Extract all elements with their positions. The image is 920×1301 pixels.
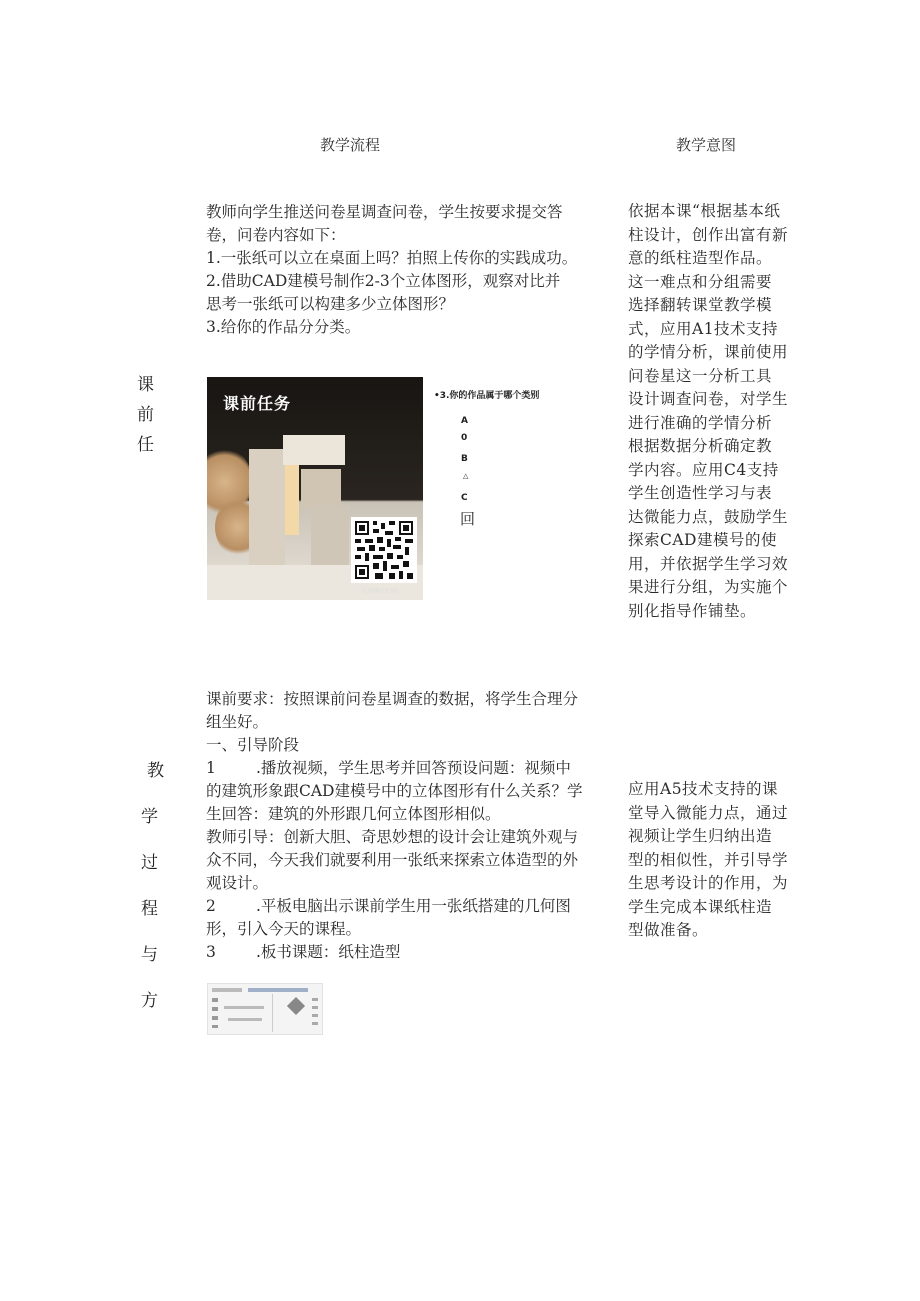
pre-class-task-text	[206, 201, 611, 339]
quiz-option-icon: △	[463, 472, 469, 480]
building-block	[311, 505, 349, 567]
step-number: 2	[206, 897, 216, 915]
intent-line: 的学情分析，课前使用	[628, 343, 789, 361]
requirement-line: 组坐好。	[206, 713, 269, 731]
thumb-divider	[272, 994, 273, 1032]
section-label-char: 程	[141, 899, 158, 919]
building-block	[301, 469, 341, 509]
step-line: 生回答：建筑的外形跟几何立体图形相似。	[206, 805, 501, 823]
quiz-option-icon: 回	[460, 510, 476, 528]
step-line: 的建筑形象跟CAD建模号中的立体图形有什么关系？学	[206, 782, 583, 800]
intent-line: 意的纸柱造型作品。	[628, 249, 773, 267]
intent-line: 学生创造性学习与表	[628, 484, 773, 502]
building-block	[249, 449, 285, 567]
step-line: 形，引入今天的课程。	[206, 920, 362, 938]
quiz-option[interactable]: A	[461, 416, 468, 426]
stage-title: 一、引导阶段	[206, 736, 300, 754]
intent-line: 型做准备。	[628, 921, 709, 939]
intent-line: 达微能力点，鼓励学生	[628, 507, 789, 526]
pre-class-task-poster	[207, 377, 423, 600]
pre-class-intent	[628, 200, 800, 623]
intent-line: 式，应用A1技术支持	[628, 319, 779, 338]
intro-line: 卷，问卷内容如下：	[206, 226, 346, 244]
thumb-line	[228, 1018, 262, 1021]
teaching-process-text	[206, 688, 616, 964]
survey-item: 1.一张纸可以立在桌面上吗？拍照上传你的实践成功。	[206, 249, 578, 267]
building-light	[285, 465, 299, 535]
thumb-sidebar	[312, 998, 318, 1028]
intent-line: 型的相似性，并引导学	[628, 850, 789, 869]
section-label-char: 过	[141, 853, 158, 873]
intent-line: 探索CAD建模号的使	[628, 531, 777, 549]
intent-line: 这一难点和分组需要	[628, 272, 773, 291]
thumb-line	[224, 1006, 264, 1009]
intent-line: 用，并依据学生学习效	[628, 554, 789, 573]
cube-icon	[287, 997, 305, 1015]
step-number: 1	[206, 759, 216, 777]
intro-line: 教师向学生推送问卷星调查问卷，学生按要求提交答	[206, 203, 563, 221]
teacher-guide-line: 教师引导：创新大胆、奇思妙想的设计会让建筑外观与	[206, 828, 579, 846]
column-header-intent: 教学意图	[676, 136, 737, 154]
poster-title: 课前任务	[223, 394, 292, 413]
quiz-question: •3.你的作品属于哪个类别	[434, 391, 540, 401]
section-label-char: 任	[137, 435, 154, 455]
section-label-char: 教	[147, 761, 164, 781]
column-header-flow: 教学流程	[320, 136, 381, 154]
app-screenshot-thumbnail	[207, 983, 323, 1035]
step-line: .板书课题：纸柱造型	[256, 943, 401, 961]
intent-line: 设计调查问卷，对学生	[628, 390, 789, 408]
process-intent	[628, 778, 800, 943]
intent-line: 依据本课“根据基本纸	[628, 202, 781, 220]
intent-line: 学内容。应用C4支持	[628, 460, 779, 479]
step-line: .平板电脑出示课前学生用一张纸搭建的几何图	[256, 897, 571, 915]
intent-line: 柱设计，创作出富有新	[628, 225, 789, 244]
requirement-line: 课前要求：按照课前问卷星调查的数据，将学生合理分	[206, 690, 579, 708]
thumb-toolbar	[212, 988, 242, 992]
section-label-char: 学	[141, 807, 158, 827]
section-label-char: 方	[141, 991, 158, 1011]
step-line: .播放视频，学生思考并回答预设问题：视频中	[256, 759, 571, 777]
step-number: 3	[206, 943, 216, 961]
section-label-char: 课	[137, 375, 154, 395]
intent-line: 根据数据分析确定教	[628, 437, 773, 455]
intent-line: 视频让学生归纳出造	[628, 827, 773, 845]
intent-line: 进行准确的学情分析	[628, 413, 773, 432]
thumb-sidebar	[212, 998, 218, 1028]
intent-line: 果进行分组，为实施个	[628, 578, 789, 596]
section-label-char: 前	[137, 405, 154, 425]
survey-item: 2.借助CAD建模号制作2-3个立体图形，观察对比并	[206, 272, 561, 290]
poster-caption: 长按图片扫码	[362, 588, 399, 595]
intent-line: 问卷星这一分析工具	[628, 366, 773, 385]
intent-line: 别化指导作铺垫。	[628, 601, 757, 620]
quiz-option-icon: 0	[461, 433, 468, 443]
intent-line: 生思考设计的作用，为	[628, 874, 789, 892]
building-block	[283, 435, 345, 465]
qr-code[interactable]	[351, 517, 417, 583]
qr-code-icon	[355, 521, 413, 579]
quiz-option[interactable]: C	[461, 493, 468, 503]
section-label-char: 与	[141, 945, 158, 965]
teacher-guide-line: 观设计。	[206, 874, 269, 892]
thumb-toolbar	[248, 988, 308, 992]
teacher-guide-line: 众不同，今天我们就要利用一张纸来探索立体造型的外	[206, 851, 579, 869]
intent-line: 堂导入微能力点，通过	[628, 803, 789, 822]
intent-line: 应用A5技术支持的课	[628, 780, 779, 798]
intent-line: 学生完成本课纸柱造	[628, 897, 773, 916]
quiz-option[interactable]: B	[461, 454, 468, 464]
survey-item-cont: 思考一张纸可以构建多少立体图形？	[206, 295, 455, 313]
intent-line: 选择翻转课堂教学模	[628, 296, 773, 314]
survey-item: 3.给你的作品分分类。	[206, 318, 361, 336]
